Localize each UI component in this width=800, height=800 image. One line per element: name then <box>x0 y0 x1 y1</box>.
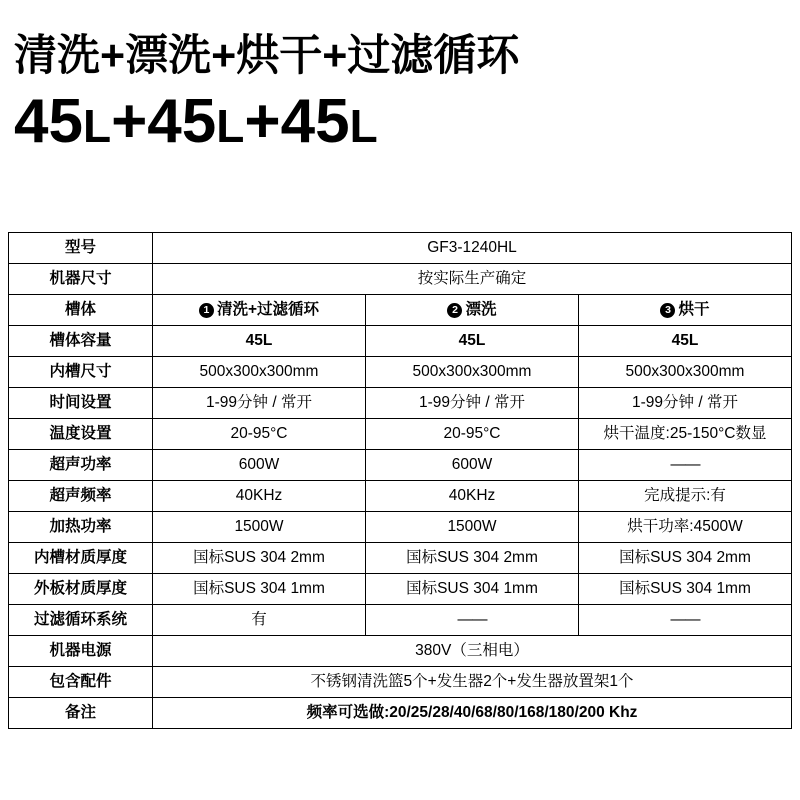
table-row <box>9 450 792 481</box>
row-label: 温度设置 <box>9 419 153 450</box>
row-cell: —— <box>366 605 579 636</box>
row-cell: 600W <box>366 450 579 481</box>
table-row <box>9 667 792 698</box>
table-row <box>9 543 792 574</box>
table-row <box>9 388 792 419</box>
row-cell: —— <box>579 605 792 636</box>
table-row <box>9 605 792 636</box>
capacity-3: 45L <box>280 87 378 157</box>
row-cell: 有 <box>153 605 366 636</box>
page-headline: 清洗+漂洗+烘干+过滤循环 <box>14 32 520 80</box>
table-row <box>9 636 792 667</box>
row-cell: 500x300x300mm <box>579 357 792 388</box>
row-label: 内槽材质厚度 <box>9 543 153 574</box>
row-cell: 1-99分钟 / 常开 <box>579 388 792 419</box>
table-row <box>9 295 792 326</box>
row-label: 槽体容量 <box>9 326 153 357</box>
row-value: GF3-1240HL <box>153 233 792 264</box>
spec-table <box>8 232 792 729</box>
row-label: 过滤循环系统 <box>9 605 153 636</box>
row-label: 内槽尺寸 <box>9 357 153 388</box>
row-cell: 500x300x300mm <box>366 357 579 388</box>
row-label: 加热功率 <box>9 512 153 543</box>
row-cell: 45L <box>153 326 366 357</box>
row-cell: 40KHz <box>366 481 579 512</box>
table-row <box>9 481 792 512</box>
row-cell: 国标SUS 304 2mm <box>153 543 366 574</box>
circle-number-icon: 1 <box>199 303 214 318</box>
circle-number-icon: 2 <box>447 303 462 318</box>
row-cell-tank3 <box>579 295 792 326</box>
row-cell: 国标SUS 304 1mm <box>153 574 366 605</box>
circle-number-icon: 3 <box>660 303 675 318</box>
table-row <box>9 512 792 543</box>
row-value: 不锈钢清洗篮5个+发生器2个+发生器放置架1个 <box>153 667 792 698</box>
table-row <box>9 574 792 605</box>
tank1-text: 清洗+过滤循环 <box>216 301 320 319</box>
row-cell: 45L <box>579 326 792 357</box>
row-cell: 45L <box>366 326 579 357</box>
row-label: 槽体 <box>9 295 153 326</box>
row-cell-tank2 <box>366 295 579 326</box>
row-cell: 500x300x300mm <box>153 357 366 388</box>
row-cell: 1-99分钟 / 常开 <box>366 388 579 419</box>
row-cell: 国标SUS 304 1mm <box>366 574 579 605</box>
row-label: 机器电源 <box>9 636 153 667</box>
row-cell: 国标SUS 304 2mm <box>579 543 792 574</box>
row-label: 时间设置 <box>9 388 153 419</box>
row-cell: 国标SUS 304 1mm <box>579 574 792 605</box>
row-value: 按实际生产确定 <box>153 264 792 295</box>
capacity-1: 45L <box>14 87 112 157</box>
row-cell: 烘干温度:25-150°C数显 <box>579 419 792 450</box>
row-label: 机器尺寸 <box>9 264 153 295</box>
table-row <box>9 698 792 729</box>
row-label: 外板材质厚度 <box>9 574 153 605</box>
row-cell-tank1 <box>153 295 366 326</box>
row-cell: 国标SUS 304 2mm <box>366 543 579 574</box>
row-value: 380V（三相电） <box>153 636 792 667</box>
row-label: 超声功率 <box>9 450 153 481</box>
capacity-headline <box>14 87 800 157</box>
row-cell: 20-95°C <box>153 419 366 450</box>
table-row <box>9 326 792 357</box>
row-cell: 完成提示:有 <box>579 481 792 512</box>
row-label: 备注 <box>9 698 153 729</box>
row-cell: 20-95°C <box>366 419 579 450</box>
row-label: 型号 <box>9 233 153 264</box>
capacity-plus-2: + <box>244 87 281 157</box>
tank3-text: 烘干 <box>678 301 710 319</box>
row-cell: 600W <box>153 450 366 481</box>
row-cell: 烘干功率:4500W <box>579 512 792 543</box>
table-row <box>9 233 792 264</box>
tank2-text: 漂洗 <box>465 301 497 319</box>
row-label: 包含配件 <box>9 667 153 698</box>
row-cell: 1500W <box>366 512 579 543</box>
table-row <box>9 419 792 450</box>
row-cell: 1500W <box>153 512 366 543</box>
row-value: 频率可选做:20/25/28/40/68/80/168/180/200 Khz <box>153 698 792 729</box>
row-cell: 40KHz <box>153 481 366 512</box>
row-label: 超声频率 <box>9 481 153 512</box>
table-row <box>9 357 792 388</box>
capacity-2: 45L <box>147 87 245 157</box>
capacity-plus-1: + <box>111 87 148 157</box>
row-cell: 1-99分钟 / 常开 <box>153 388 366 419</box>
row-cell: —— <box>579 450 792 481</box>
table-row <box>9 264 792 295</box>
